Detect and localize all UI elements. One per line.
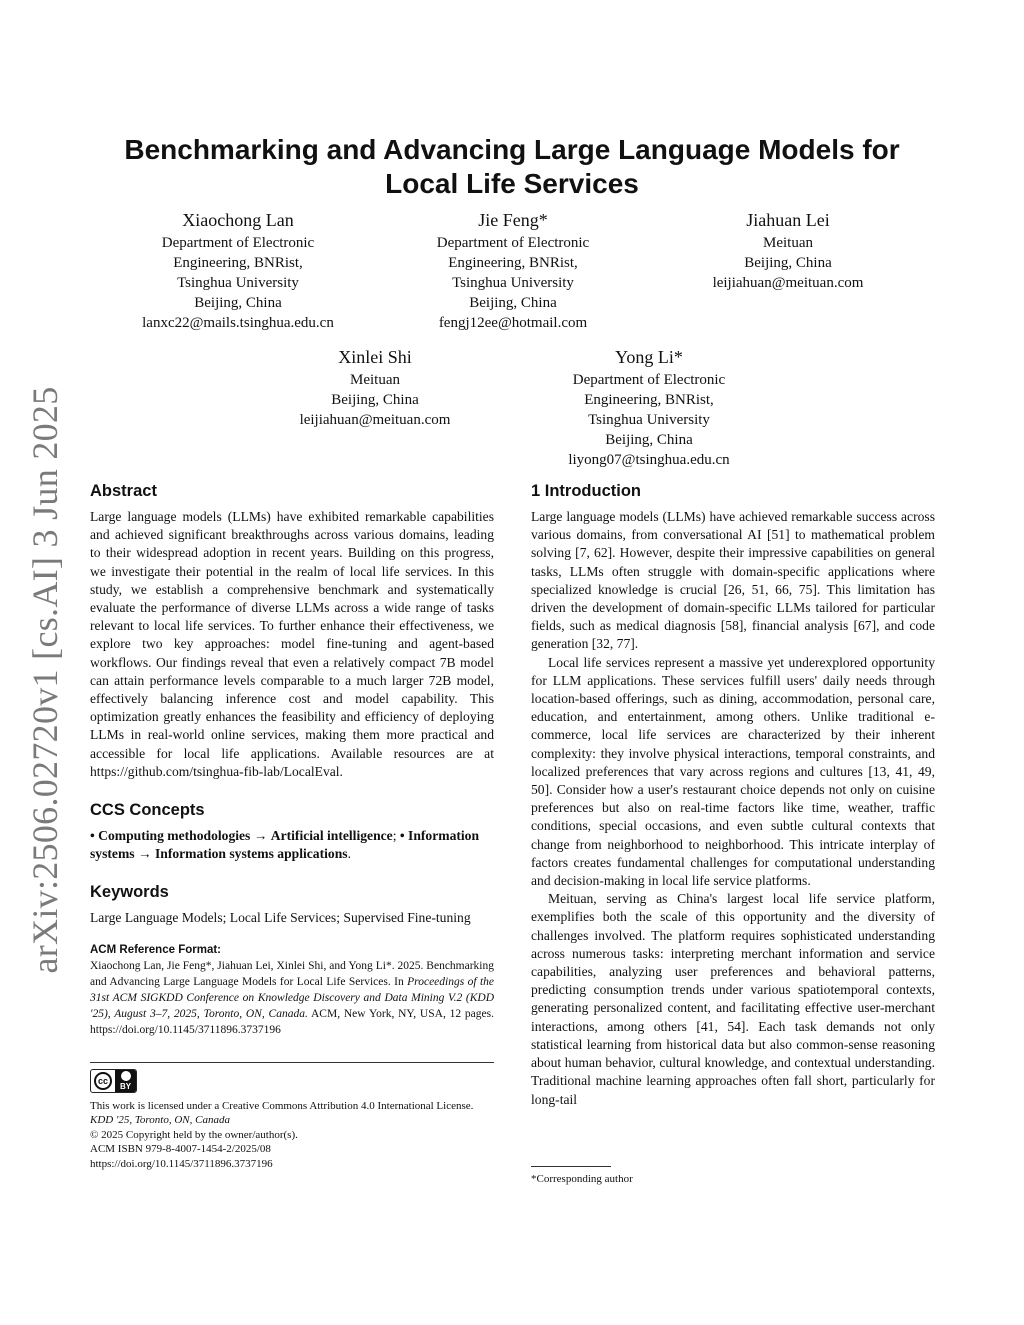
author-affiliation: Beijing, China — [605, 432, 693, 448]
author-affiliation: Department of Electronic — [436, 235, 590, 251]
author-name: Jiahuan Lei — [746, 210, 830, 230]
ccs-concepts — [90, 827, 494, 863]
license-block — [90, 1069, 494, 1172]
arxiv-stamp-text: arXiv:2506.02720v1 [cs.AI] 3 Jun 2025 — [25, 386, 65, 974]
ccs-heading: CCS Concepts — [90, 801, 205, 820]
author-affiliation: Meituan — [350, 372, 400, 388]
ccs-arrow: → — [253, 828, 268, 844]
author-name: Xinlei Shi — [338, 347, 412, 367]
author-email: liyong07@tsinghua.edu.cn — [568, 452, 730, 468]
keywords-text: Large Language Models; Local Life Services; Supervised Fine-tuning — [90, 910, 471, 926]
right-column — [531, 480, 935, 1185]
keywords-heading: Keywords — [90, 883, 169, 902]
attribution-person-icon — [121, 1071, 131, 1081]
author-email: lanxc22@mails.tsinghua.edu.cn — [142, 315, 334, 331]
acm-reference-text — [90, 958, 494, 1038]
acm-reference — [90, 944, 494, 1038]
author-email: leijiahuan@meituan.com — [712, 275, 864, 291]
by-icon — [115, 1070, 136, 1092]
ccs-term: Artificial intelligence — [270, 828, 393, 844]
author-block — [393, 208, 633, 333]
left-column — [90, 480, 494, 1171]
author-block — [255, 345, 495, 430]
author-affiliation: Engineering, BNRist, — [173, 255, 303, 271]
author-affiliation: Tsinghua University — [177, 275, 299, 291]
author-name: Yong Li* — [615, 347, 683, 367]
ccs-term: • Computing methodologies — [90, 828, 251, 844]
license-doi: https://doi.org/10.1145/3711896.3737196 — [90, 1157, 273, 1170]
footnote-text: *Corresponding author — [531, 1173, 633, 1185]
paper-title: Benchmarking and Advancing Large Language Models for Local Life Services — [124, 134, 900, 199]
author-affiliation: Engineering, BNRist, — [448, 255, 578, 271]
acm-reference-pre: Xiaochong Lan, Jie Feng*, Jiahuan Lei, Xinlei Shi, and Yong Li*. 2025. Benchmarking and Advancing Large Language Models for Local Life Services. In — [90, 959, 494, 988]
license-copyright: © 2025 Copyright held by the owner/author(s). — [90, 1128, 298, 1141]
author-affiliation: Tsinghua University — [452, 275, 574, 291]
author-affiliation: Engineering, BNRist, — [584, 392, 714, 408]
author-email: leijiahuan@meituan.com — [299, 412, 451, 428]
acm-reference-venue: Proceedings of the 31st ACM SIGKDD Conference on Knowledge Discovery and Data Mining V.2 (KDD '25), August 3–7, 2025, Toronto, ON, Canada. — [90, 975, 495, 1020]
acm-reference-heading: ACM Reference Format: — [90, 943, 221, 956]
author-affiliation: Beijing, China — [331, 392, 419, 408]
license-isbn: ACM ISBN 979-8-4007-1454-2/2025/08 — [90, 1143, 271, 1156]
ccs-arrow: → — [137, 846, 152, 862]
by-label: BY — [120, 1081, 132, 1091]
author-block — [529, 345, 769, 470]
author-affiliation: Department of Electronic — [572, 372, 726, 388]
ccs-term: • Information systems — [90, 828, 480, 862]
abstract-heading: Abstract — [90, 482, 157, 500]
author-affiliation: Beijing, China — [194, 295, 282, 311]
license-venue: KDD '25, Toronto, ON, Canada — [90, 1114, 230, 1127]
author-affiliation: Department of Electronic — [161, 235, 315, 251]
author-affiliation: Meituan — [763, 235, 813, 251]
abstract-text: Large language models (LLMs) have exhibited remarkable capabilities and achieved significant breakthroughs across various domains, leading to their widespread adoption in recent years. Building on this progress, we investigate their potential in the realm of local life services. In this study, we establish a comprehensive benchmark and systematically evaluate the performance of diverse LLMs across a wide range of tasks relevant to local life services. To further enhance their effectiveness, we explore two key approaches: model fine-tuning and agent-based workflows. Our findings reveal that even a relatively compact 7B model can attain performance levels comparable to a much larger 72B model, effectively balancing inference cost and model capability. This optimization greatly enhances the feasibility and efficiency of deploying LLMs in real-world online services, making them more practical and accessible for local life applications. Available resources are at https://github.com/tsinghua-fib-lab/LocalEval. — [90, 509, 494, 779]
intro-paragraph: Local life services represent a massive yet underexplored opportunity for LLM applications. These services fulfill users' daily needs through location-based offerings, such as dining, accommodation, personal care, education, and entertainment, among others. Unlike traditional e-commerce, local life services are characterized by their inherent complexity: they involve physical interactions, temporal constraints, and localized preferences that vary across regions and cultures [13, 41, 49, 50]. Consider how a user's restaurant choice depends not only on cuisine preferences but also on real-time factors like time, weather, traffic conditions, special occasions, and even subtle cultural contexts that change from neighborhood to neighborhood. This intricate interplay of factors creates fundamental challenges for computational understanding and decision-making in local life service platforms. — [531, 654, 935, 889]
license-line: This work is licensed under a Creative Commons Attribution 4.0 International License. — [90, 1099, 474, 1112]
ccs-separator: ; — [392, 828, 397, 844]
author-name: Jie Feng* — [478, 210, 548, 230]
intro-paragraph: Large language models (LLMs) have achieved remarkable success across various domains, from conversational AI [51] to mathematical problem solving [7, 62]. However, despite their impressive capabilities on general tasks, LLMs often struggle with domain-specific applications where specialized knowledge is crucial [26, 51, 66, 75]. This limitation has driven the development of domain-specific LLMs tailored for particular fields, such as medical diagnosis [58], financial analysis [67], and code generation [32, 77]. — [531, 509, 935, 652]
cc-icon: cc — [94, 1072, 112, 1090]
author-block — [668, 208, 908, 293]
cc-by-badge — [90, 1069, 137, 1093]
arxiv-stamp — [8, 386, 82, 974]
intro-heading: 1 Introduction — [531, 482, 641, 500]
author-affiliation: Beijing, China — [744, 255, 832, 271]
author-email: fengj12ee@hotmail.com — [438, 315, 588, 331]
footnote-block — [531, 1166, 935, 1186]
intro-paragraph: Meituan, serving as China's largest local life service platform, exemplifies both the scale of this opportunity and the diversity of challenges involved. The platform requires sophisticated understanding across numerous tasks: interpreting merchant information and service capabilities, analyzing user preferences and behavioral patterns, predicting consumption trends under various spatiotemporal contexts, generating personalized content, and facilitating effective user-merchant interactions, among others [41, 54]. Each task demands not only statistical learning from historical data but also common-sense reasoning about human behavior, cultural knowledge, and contextual understanding. Traditional machine learning approaches often fall short, particularly for long-tail — [531, 891, 935, 1107]
author-block — [118, 208, 358, 333]
acm-reference-post: ACM, New York, NY, USA, 12 pages. https://doi.org/10.1145/3711896.3737196 — [90, 1007, 494, 1036]
author-name: Xiaochong Lan — [182, 210, 294, 230]
author-affiliation: Tsinghua University — [588, 412, 710, 428]
license-rule — [90, 1062, 494, 1063]
ccs-term: Information systems applications — [154, 846, 348, 862]
author-affiliation: Beijing, China — [469, 295, 557, 311]
ccs-end: . — [347, 846, 351, 862]
footnote-rule — [531, 1166, 611, 1167]
